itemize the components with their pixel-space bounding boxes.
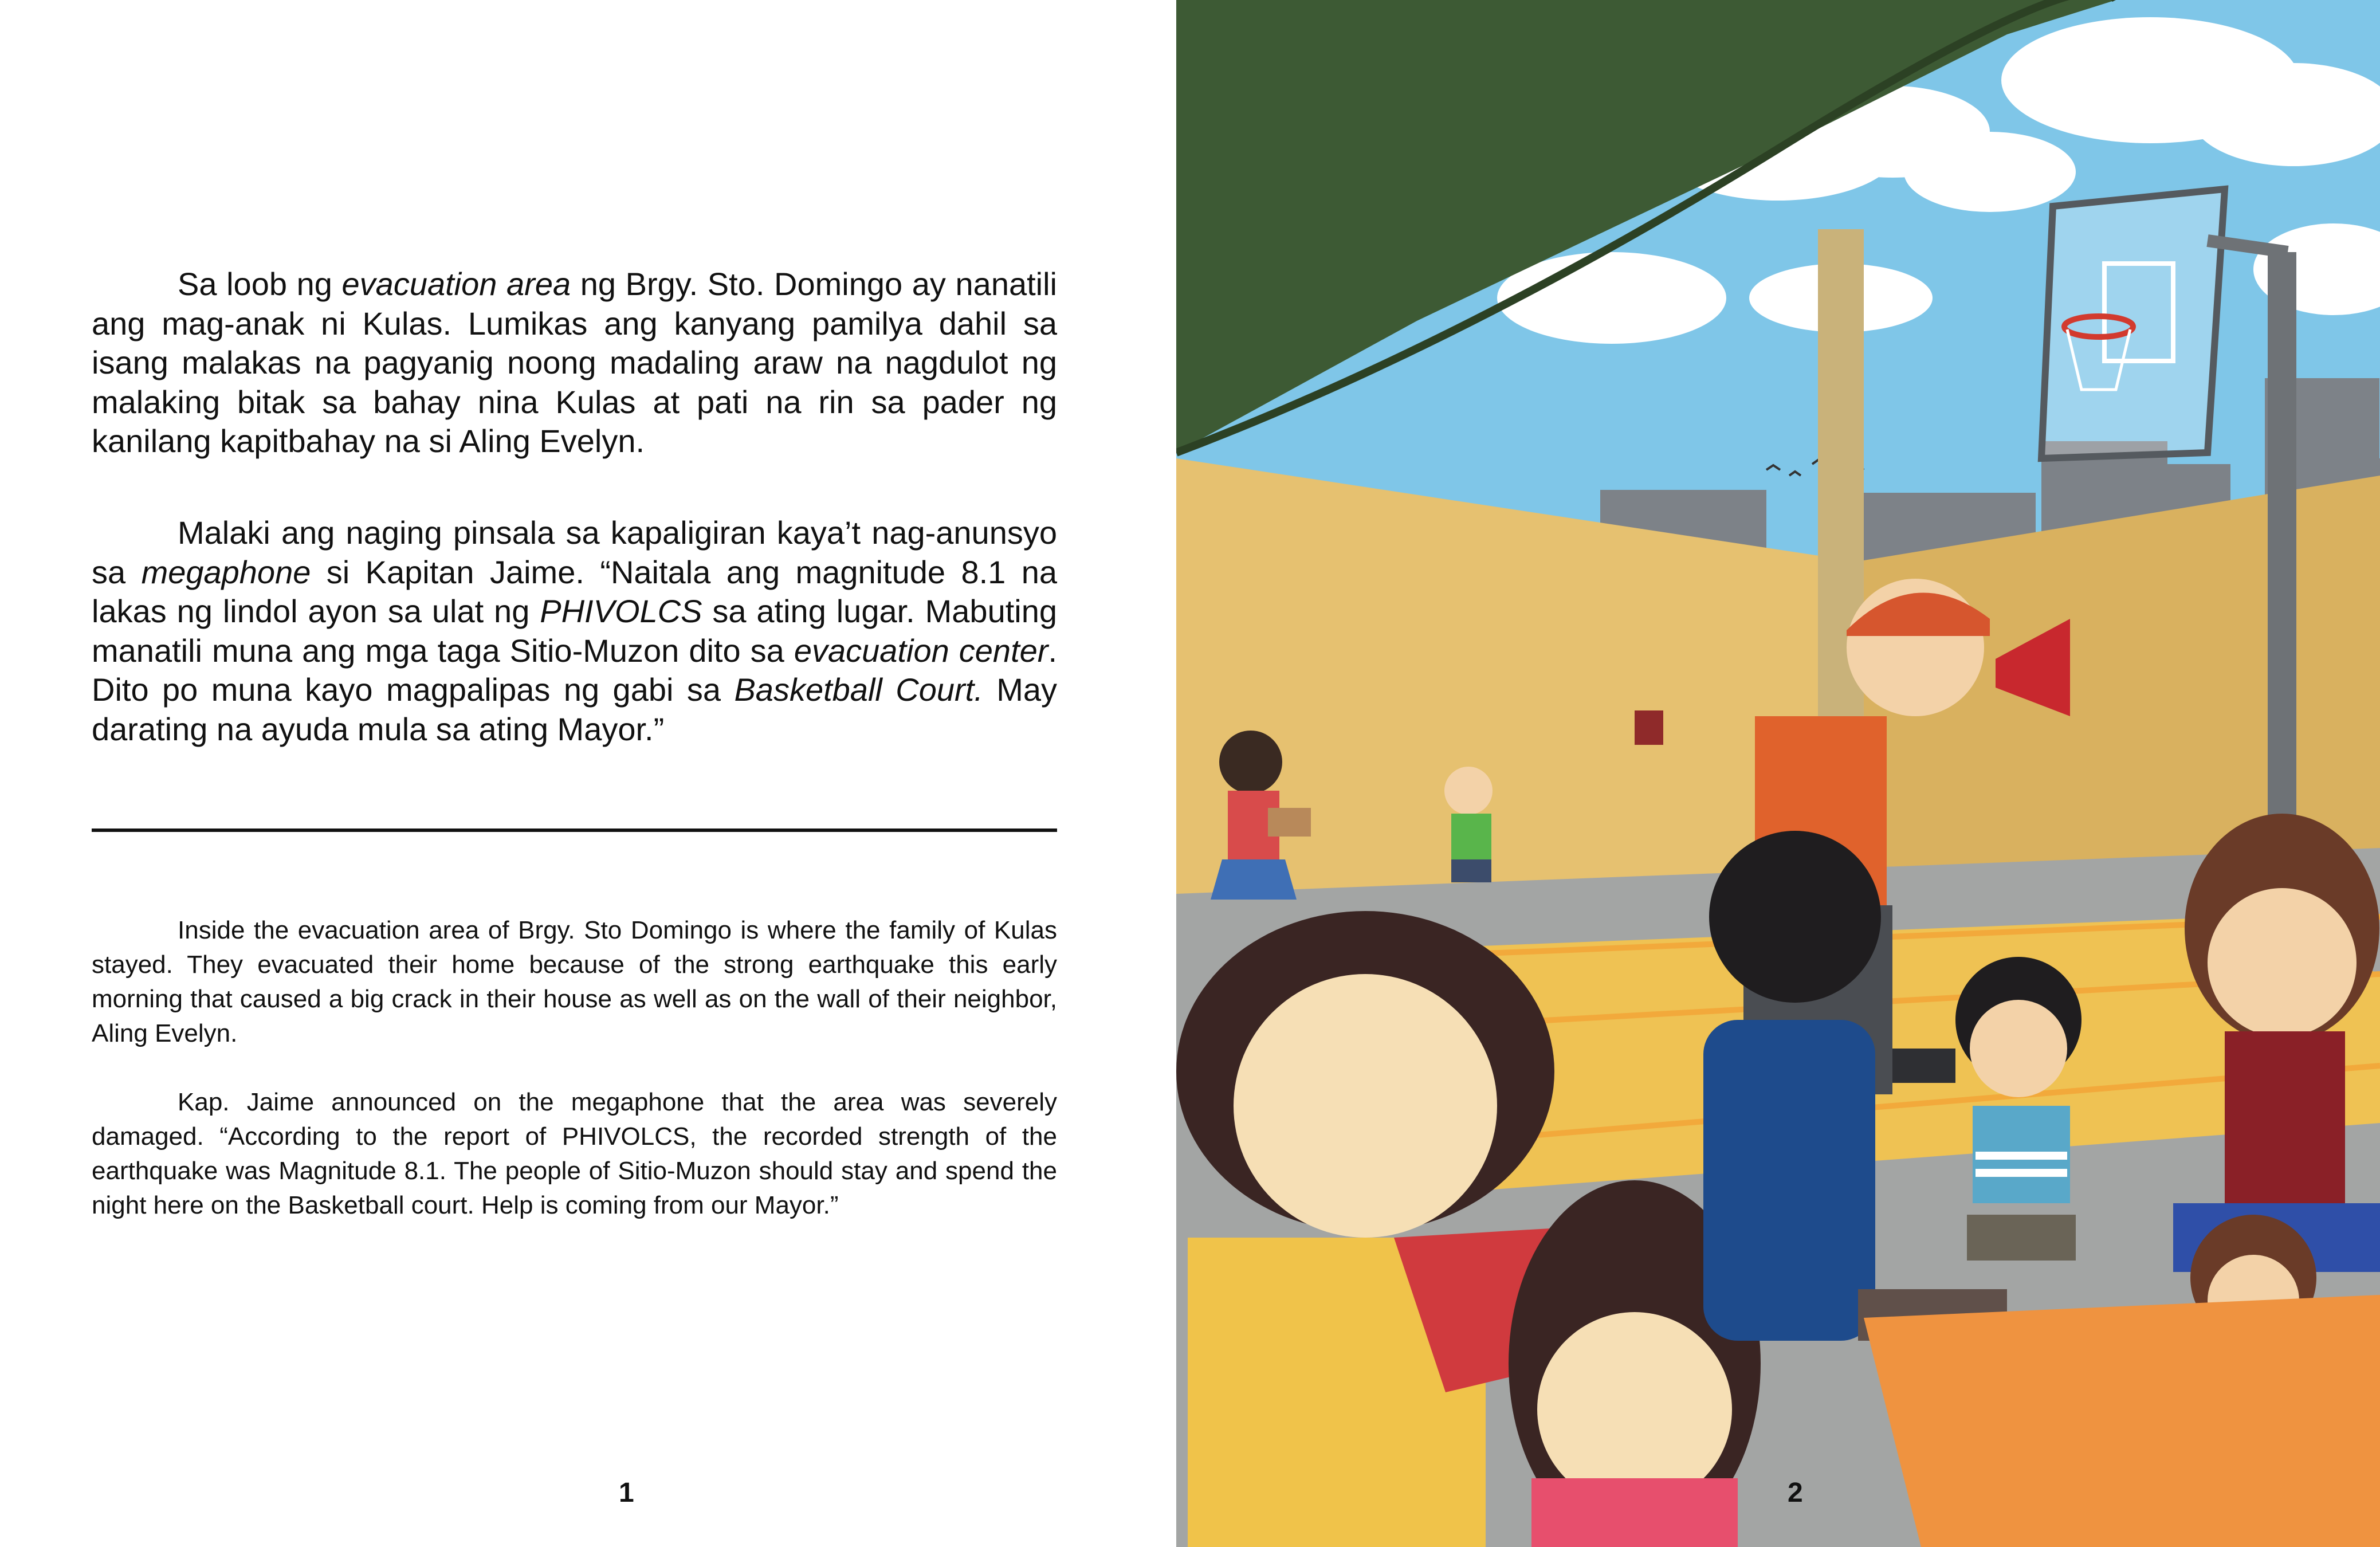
english-paragraph-2: Kap. Jaime announced on the megaphone that the area was severely damaged. “According to the report of PHIVOLCS, the recorded strength of the earthquake was Magnitude 8.1. The people of Sitio-Muzon should stay and spend the night here on the Basketball court. Help is coming from our Mayor.”: [92, 1088, 1057, 1219]
section-divider: [92, 829, 1057, 832]
english-paragraph-1: Inside the evacuation area of Brgy. Sto Domingo is where the family of Kulas stayed. They evacuated their home because of the strong earthquake this early morning that caused a big crack in their house as well as on the wall of their neighbor, Aling Evelyn.: [92, 916, 1057, 1047]
filipino-paragraph-2: Malaki ang naging pinsala sa kapaligiran kaya’t nag-anunsyo sa megaphone si Kapitan Jaime. “Naitala ang magnitude 8.1 na lakas ng lindol ayon sa ulat ng PHIVOLCS sa ating lugar. Mabuting manatili muna ang mga taga Sitio-Muzon dito sa evacuation center. Dito po muna kayo magpalipas ng gabi sa Basketball Court. May darating na ayuda mula sa ating Mayor.”: [92, 515, 1058, 747]
basketball-court-illustration: [1176, 0, 2380, 1547]
jumping-boy: [1444, 767, 1493, 882]
sitting-mat: [1864, 1295, 2380, 1547]
hoop-pole: [2268, 252, 2296, 894]
filipino-paragraph-1: Sa loob ng evacuation area ng Brgy. Sto. Domingo ay nanatili ang mag-anak ni Kulas. Lumikas ang kanyang pamilya dahil sa isang malakas na pagyanig noong madaling araw na nagdulot ng malaking bitak sa bahay nina Kulas at pati na rin sa pader ng kanilang kapitbahay na si Aling Evelyn.: [92, 266, 1057, 460]
page-number-left: 1: [619, 1478, 634, 1508]
boy-sitting: [1955, 957, 2081, 1261]
page-number-right: 2: [1788, 1478, 1803, 1508]
left-page: [0, 0, 1176, 1547]
